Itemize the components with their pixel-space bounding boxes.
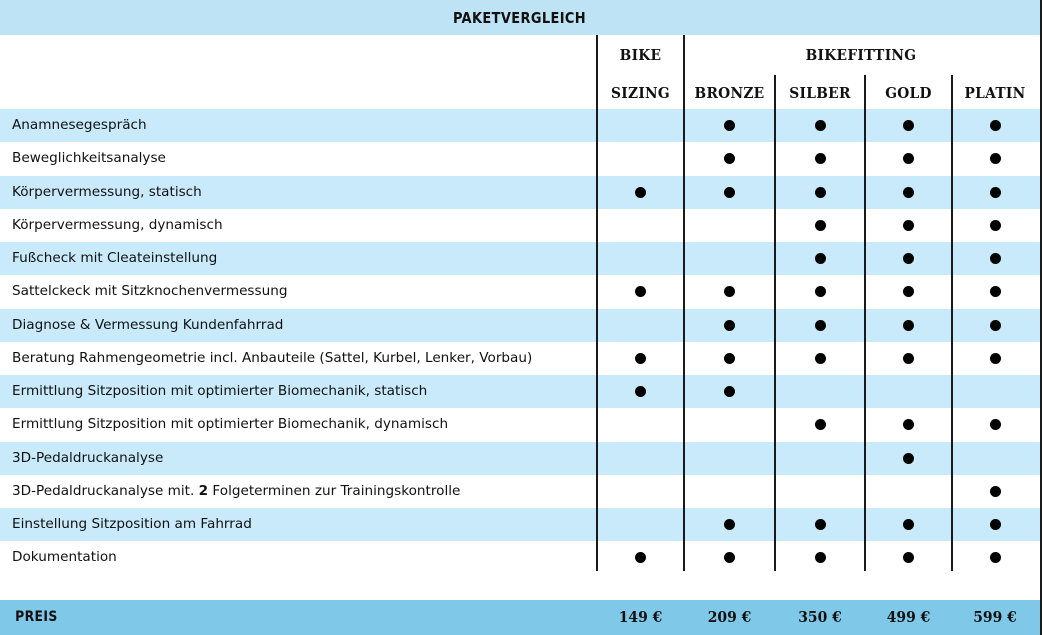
body-column-rule-4 <box>951 109 953 571</box>
cell-silber <box>775 375 865 408</box>
cell-gold <box>865 309 952 342</box>
included-dot-icon <box>990 153 1001 164</box>
cell-silber <box>775 309 865 342</box>
included-dot-icon <box>815 286 826 297</box>
cell-platin <box>952 475 1038 508</box>
cell-bronze <box>684 275 775 308</box>
column-rule-2 <box>774 75 776 109</box>
cell-silber <box>775 508 865 541</box>
included-dot-icon <box>635 286 646 297</box>
included-dot-icon <box>903 220 914 231</box>
cell-sizing <box>597 508 684 541</box>
cell-bronze <box>684 408 775 441</box>
cell-gold <box>865 442 952 475</box>
feature-label: 3D-Pedaldruckanalyse <box>12 449 164 466</box>
included-dot-icon <box>903 120 914 131</box>
cell-sizing <box>597 541 684 574</box>
cell-sizing <box>597 475 684 508</box>
feature-label: Beratung Rahmengeometrie incl. Anbauteile (Sattel, Kurbel, Lenker, Vorbau) <box>12 349 533 366</box>
body-column-rule-1 <box>683 109 685 571</box>
included-dot-icon <box>815 153 826 164</box>
included-dot-icon <box>903 519 914 530</box>
cell-bronze <box>684 209 775 242</box>
included-dot-icon <box>990 320 1001 331</box>
page-title: PAKETVERGLEICH <box>453 8 587 27</box>
included-dot-icon <box>635 386 646 397</box>
table-row <box>0 209 1040 242</box>
cell-sizing <box>597 176 684 209</box>
included-dot-icon <box>990 286 1001 297</box>
cell-bronze <box>684 475 775 508</box>
cell-gold <box>865 541 952 574</box>
column-header-platin: PLATIN <box>964 85 1026 102</box>
cell-platin <box>952 142 1038 175</box>
table-row <box>0 541 1040 574</box>
included-dot-icon <box>903 453 914 464</box>
price-platin: 599 € <box>973 609 1017 626</box>
table-row <box>0 342 1040 375</box>
cell-sizing <box>597 442 684 475</box>
included-dot-icon <box>724 187 735 198</box>
included-dot-icon <box>724 120 735 131</box>
cell-gold <box>865 375 952 408</box>
cell-bronze <box>684 142 775 175</box>
included-dot-icon <box>815 320 826 331</box>
cell-bronze <box>684 442 775 475</box>
cell-silber <box>775 475 865 508</box>
included-dot-icon <box>635 187 646 198</box>
cell-platin <box>952 342 1038 375</box>
price-label: PREIS <box>15 609 58 625</box>
included-dot-icon <box>724 353 735 364</box>
cell-bronze <box>684 109 775 142</box>
price-bronze: 209 € <box>707 609 752 626</box>
cell-silber <box>775 242 865 275</box>
feature-label: Körpervermessung, statisch <box>12 183 202 200</box>
price-sizing: 149 € <box>618 609 663 626</box>
included-dot-icon <box>990 353 1001 364</box>
included-dot-icon <box>990 552 1001 563</box>
included-dot-icon <box>815 419 826 430</box>
cell-platin <box>952 375 1038 408</box>
cell-gold <box>865 475 952 508</box>
body-column-rule-3 <box>864 109 866 571</box>
price-silber: 350 € <box>798 609 842 626</box>
feature-label: Diagnose & Vermessung Kundenfahrrad <box>12 316 284 333</box>
included-dot-icon <box>724 286 735 297</box>
feature-label: Anamnesegespräch <box>12 117 147 133</box>
column-header-bronze: BRONZE <box>694 85 765 102</box>
included-dot-icon <box>635 353 646 364</box>
column-group-bikefitting: BIKEFITTING <box>805 47 917 64</box>
cell-platin <box>952 109 1038 142</box>
cell-bronze <box>684 309 775 342</box>
included-dot-icon <box>990 253 1001 264</box>
table-row <box>0 176 1040 209</box>
feature-label: Ermittlung Sitzposition mit optimierter Biomechanik, dynamisch <box>12 416 449 433</box>
cell-gold <box>865 242 952 275</box>
cell-gold <box>865 109 952 142</box>
included-dot-icon <box>724 153 735 164</box>
included-dot-icon <box>724 519 735 530</box>
body-column-rule-0 <box>596 109 598 571</box>
cell-sizing <box>597 242 684 275</box>
included-dot-icon <box>815 120 826 131</box>
included-dot-icon <box>990 419 1001 430</box>
included-dot-icon <box>990 120 1001 131</box>
included-dot-icon <box>903 320 914 331</box>
cell-sizing <box>597 309 684 342</box>
column-rule-1 <box>683 35 685 109</box>
column-group-bike: BIKE <box>619 47 662 64</box>
included-dot-icon <box>903 286 914 297</box>
cell-gold <box>865 176 952 209</box>
price-row <box>0 600 1040 635</box>
cell-silber <box>775 109 865 142</box>
column-header-silber: SILBER <box>789 85 851 102</box>
included-dot-icon <box>815 220 826 231</box>
cell-gold <box>865 342 952 375</box>
cell-bronze <box>684 176 775 209</box>
table-row <box>0 275 1040 308</box>
cell-silber <box>775 142 865 175</box>
cell-silber <box>775 442 865 475</box>
included-dot-icon <box>903 353 914 364</box>
included-dot-icon <box>724 552 735 563</box>
cell-bronze <box>684 508 775 541</box>
included-dot-icon <box>903 253 914 264</box>
cell-platin <box>952 275 1038 308</box>
included-dot-icon <box>815 187 826 198</box>
cell-sizing <box>597 109 684 142</box>
cell-bronze <box>684 375 775 408</box>
included-dot-icon <box>903 552 914 563</box>
cell-sizing <box>597 342 684 375</box>
cell-platin <box>952 541 1038 574</box>
included-dot-icon <box>724 386 735 397</box>
table-row <box>0 309 1040 342</box>
cell-gold <box>865 275 952 308</box>
table-row <box>0 475 1040 508</box>
feature-label: 3D-Pedaldruckanalyse mit. 2 Folgeterminen zur Trainingskontrolle <box>12 482 461 499</box>
feature-rows <box>0 109 1040 571</box>
cell-platin <box>952 209 1038 242</box>
cell-platin <box>952 408 1038 441</box>
included-dot-icon <box>815 552 826 563</box>
cell-gold <box>865 508 952 541</box>
cell-sizing <box>597 142 684 175</box>
column-header-gold: GOLD <box>885 85 932 102</box>
feature-label: Fußcheck mit Cleateinstellung <box>12 250 218 266</box>
price-gold: 499 € <box>886 609 931 626</box>
included-dot-icon <box>903 419 914 430</box>
feature-label: Dokumentation <box>12 549 117 566</box>
feature-label: Beweglichkeitsanalyse <box>12 150 166 167</box>
included-dot-icon <box>724 320 735 331</box>
cell-platin <box>952 242 1038 275</box>
cell-platin <box>952 508 1038 541</box>
table-row <box>0 508 1040 541</box>
table-row <box>0 442 1040 475</box>
table-row <box>0 408 1040 441</box>
cell-bronze <box>684 342 775 375</box>
cell-bronze <box>684 541 775 574</box>
column-header-zone <box>0 35 1040 109</box>
feature-label: Einstellung Sitzposition am Fahrrad <box>12 516 252 532</box>
included-dot-icon <box>815 353 826 364</box>
included-dot-icon <box>990 187 1001 198</box>
included-dot-icon <box>990 220 1001 231</box>
cell-gold <box>865 209 952 242</box>
included-dot-icon <box>815 253 826 264</box>
table-row <box>0 375 1040 408</box>
included-dot-icon <box>990 486 1001 497</box>
cell-sizing <box>597 209 684 242</box>
feature-label: Ermittlung Sitzposition mit optimierter Biomechanik, statisch <box>12 383 428 399</box>
included-dot-icon <box>990 519 1001 530</box>
table-title-band <box>0 0 1040 35</box>
cell-platin <box>952 309 1038 342</box>
included-dot-icon <box>903 153 914 164</box>
body-column-rule-2 <box>774 109 776 571</box>
table-row <box>0 142 1040 175</box>
cell-silber <box>775 209 865 242</box>
cell-sizing <box>597 408 684 441</box>
column-rule-3 <box>864 75 866 109</box>
included-dot-icon <box>635 552 646 563</box>
cell-silber <box>775 275 865 308</box>
column-rule-0 <box>596 35 598 109</box>
cell-platin <box>952 442 1038 475</box>
cell-gold <box>865 142 952 175</box>
column-header-sizing: SIZING <box>611 85 670 102</box>
cell-sizing <box>597 375 684 408</box>
included-dot-icon <box>903 187 914 198</box>
table-row <box>0 109 1040 142</box>
table-row <box>0 242 1040 275</box>
column-rule-4 <box>951 75 953 109</box>
cell-bronze <box>684 242 775 275</box>
cell-platin <box>952 176 1038 209</box>
cell-silber <box>775 408 865 441</box>
cell-silber <box>775 541 865 574</box>
feature-label: Sattelckeck mit Sitzknochenvermessung <box>12 283 288 300</box>
cell-sizing <box>597 275 684 308</box>
cell-gold <box>865 408 952 441</box>
included-dot-icon <box>815 519 826 530</box>
cell-silber <box>775 342 865 375</box>
cell-silber <box>775 176 865 209</box>
feature-label: Körpervermessung, dynamisch <box>12 216 223 233</box>
